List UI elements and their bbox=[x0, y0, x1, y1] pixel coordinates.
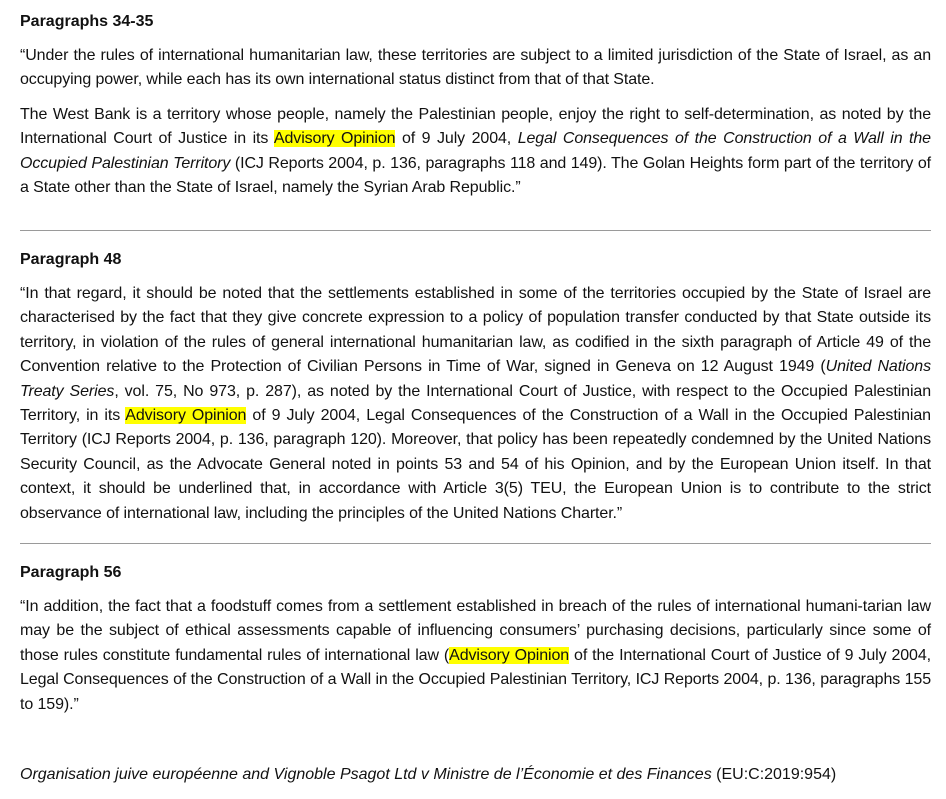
section-paragraph-56 bbox=[20, 563, 931, 717]
section-heading: Paragraphs 34-35 bbox=[20, 13, 154, 30]
case-title-italic: Legal Consequences of the Construction of a Wall in the Occupied Palestinian Territory bbox=[20, 130, 931, 172]
paragraph-text: “In addition, the fact that a foodstuff comes from a settlement established in breach of the rules of international humani-tarian law may be the subject of ethical assessments capable of influencing consumers’ purchasing decisions, particularly since some of those rules constitute fundamental rules of international law ( bbox=[20, 598, 931, 664]
paragraph-text: of 9 July 2004, bbox=[395, 130, 518, 148]
section-divider bbox=[20, 230, 931, 231]
paragraph-text: “Under the rules of international humanitarian law, these territories are subject to a limited jurisdiction of the State of Israel, as an occupying power, while each has its own international status distinct from that of that State. bbox=[20, 47, 931, 89]
section-heading: Paragraph 48 bbox=[20, 251, 122, 268]
paragraph-text: of the International Court of Justice of 9 July 2004, Legal Consequences of the Construction of a Wall in the Occupied Palestinian Territory, ICJ Reports 2004, p. 136, paragraphs 155 to 159).” bbox=[20, 646, 931, 713]
case-name: Organisation juive européenne and Vignoble Psagot Ltd v Ministre de l’Économie et des Finances bbox=[20, 766, 712, 783]
paragraph-text: (ICJ Reports 2004, p. 136, paragraphs 118 and 149). The Golan Heights form part of the territory of a State other than the State of Israel, namely the Syrian Arab Republic.” bbox=[20, 154, 931, 197]
treaty-series-italic: United Nations Treaty Series bbox=[20, 358, 932, 400]
highlighted-term: Advisory Opinion bbox=[273, 130, 396, 148]
paragraph-text: The West Bank is a territory whose people, namely the Palestinian people, enjoy the right to self-determination, as noted by the International Court of Justice in its bbox=[20, 105, 931, 148]
quote-paragraph bbox=[20, 282, 931, 526]
section-paragraphs-34-35 bbox=[20, 12, 931, 200]
section-paragraph-48 bbox=[20, 250, 931, 526]
section-divider bbox=[20, 543, 931, 544]
quote-paragraph bbox=[20, 103, 931, 201]
case-reference: (EU:C:2019:954) bbox=[711, 766, 837, 783]
paragraph-text: of 9 July 2004, Legal Consequences of the Construction of a Wall in the Occupied Palestinian Territory (ICJ Reports 2004, p. 136, paragraph 120). Moreover, that policy has been repeatedly condemned by the United Nations Security Council, as the Advocate General noted in points 53 and 54 of his Opinion, and by the European Union itself. In that context, it should be underlined that, in accordance with Article 3(5) TEU, the European Union is to contribute to the strict observance of international law, including the principles of the United Nations Charter.” bbox=[20, 407, 931, 522]
highlighted-term: Advisory Opinion bbox=[449, 646, 570, 664]
paragraph-text: , vol. 75, No 973, p. 287), as noted by the International Court of Justice, with respect to the Occupied Palestinian Territory, in its bbox=[20, 382, 931, 425]
highlighted-term: Advisory Opinion bbox=[125, 407, 247, 425]
section-heading: Paragraph 56 bbox=[20, 564, 122, 581]
quote-paragraph bbox=[20, 595, 931, 717]
paragraph-text: “In that regard, it should be noted that the settlements established in some of the territories occupied by the State of Israel are characterised by the fact that they give concrete expression to a policy of population transfer conducted by that State outside its territory, in violation of the rules of general international humanitarian law, as codified in the sixth paragraph of Article 49 of the Convention relative to the Protection of Civilian Persons in Time of War, signed in Geneva on 12 August 1949 ( bbox=[20, 285, 931, 376]
case-citation bbox=[20, 764, 836, 786]
quote-paragraph bbox=[20, 44, 931, 93]
